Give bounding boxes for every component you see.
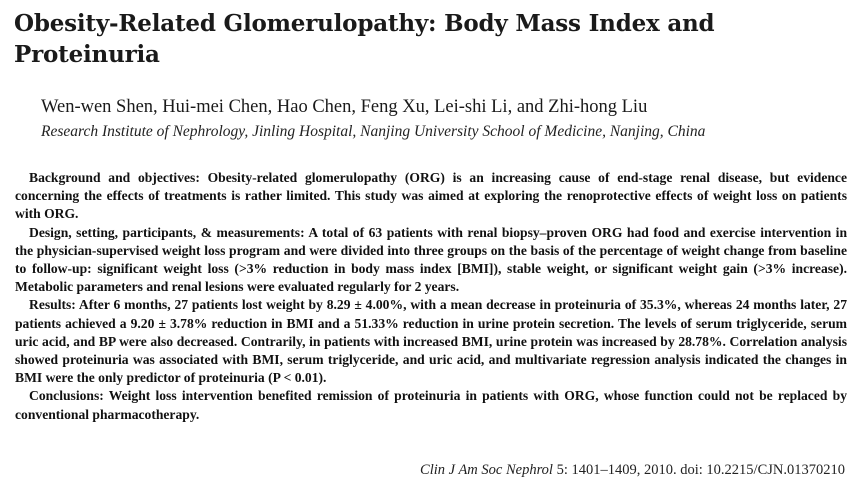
abstract-results: Results: After 6 months, 27 patients lost weight by 8.29 ± 4.00%, with a mean decrease in proteinuria of 35.3%, whereas 24 months later, 27 patients achieved a 9.20 ± 3.78% reduction in BMI and a 51.33% reduction in urine protein secretion. The levels of serum triglyceride, serum uric acid, and BP were also decreased. Contrarily, in patients with increased BMI, urine protein was increased by 28.78%. Correlation analysis showed proteinuria was associated with BMI, serum triglyceride, and uric acid, and multivariate regression analysis indicated the changes in BMI were the only predictor of proteinuria (P < 0.01). xyxy=(15,297,847,386)
abstract-conclusions: Conclusions: Weight loss intervention benefited remission of proteinuria in patients with ORG, whose function could not be replaced by conventional pharmacotherapy. xyxy=(15,388,847,422)
abstract-background: Background and objectives: Obesity-related glomerulopathy (ORG) is an increasing cause of end-stage renal disease, but evidence concerning the effects of treatments is rather limited. This study was aimed at exploring the renoprotective effects of weight loss on patients with ORG. xyxy=(15,170,847,222)
abstract xyxy=(15,169,847,424)
citation-journal: Clin J Am Soc Nephrol xyxy=(420,462,553,478)
citation xyxy=(420,461,845,479)
author-list: Wen-wen Shen, Hui-mei Chen, Hao Chen, Feng Xu, Lei-shi Li, and Zhi-hong Liu xyxy=(41,97,648,117)
citation-details: 5: 1401–1409, 2010. doi: 10.2215/CJN.01370210 xyxy=(552,462,845,478)
abstract-design: Design, setting, participants, & measurements: A total of 63 patients with renal biopsy–proven ORG had food and exercise intervention in the physician-supervised weight loss program and were divided into three groups on the basis of the percentage of weight change from baseline to follow-up: significant weight loss (>3% reduction in body mass index [BMI]), stable weight, or significant weight gain (>3% increase). Metabolic parameters and renal lesions were evaluated regularly for 2 years. xyxy=(15,224,847,295)
paper-title: Obesity-Related Glomerulopathy: Body Mass Index and Proteinuria xyxy=(14,10,715,68)
affiliation: Research Institute of Nephrology, Jinling Hospital, Nanjing University School of Medicine, Nanjing, China xyxy=(41,123,706,140)
